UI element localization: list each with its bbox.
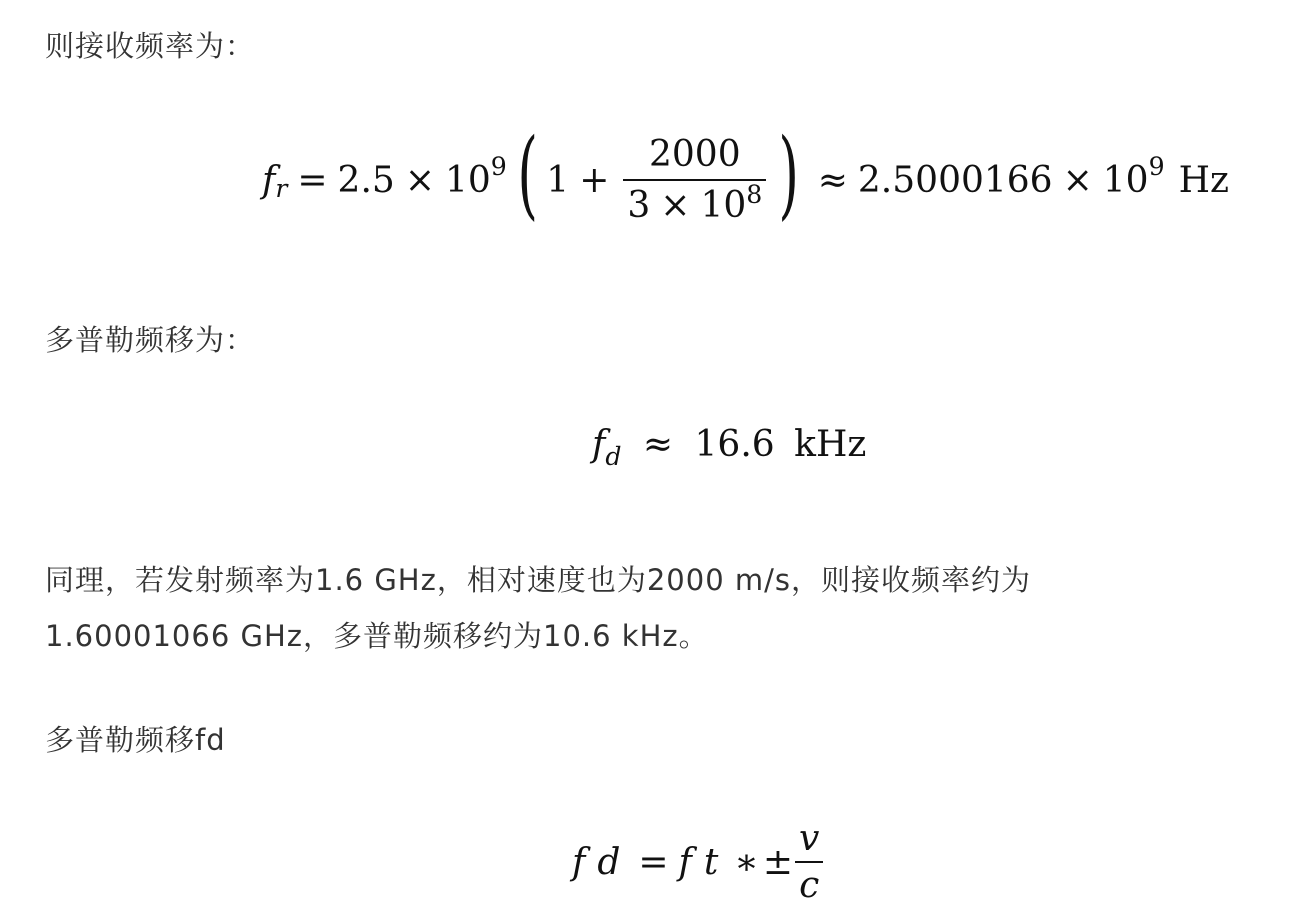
paragraph-doppler-shift-intro: 多普勒频移为： [45,323,256,357]
eq1-lhs-sub: r [275,174,288,204]
equation-doppler-formula [572,818,827,906]
eq1-ten: 10 [444,159,491,201]
eq1-unit: Hz [1178,159,1229,201]
paragraph-similar-case-line1: 同理，若发射频率为1.6 GHz，相对速度也为2000 m/s，则接收频率约为 [45,563,1031,597]
eq3-d: d [597,841,621,883]
paragraph-similar-case-line2: 1.60001066 GHz，多普勒频移约为10.6 kHz。 [45,619,709,653]
eq1-base: 2.5 [337,159,395,201]
eq2-value: 16.6 [694,424,775,465]
eq1-right-paren: ) [778,118,800,230]
eq1-left-paren: ( [517,118,538,230]
eq3-equals: = [638,841,669,883]
eq1-exp9: 9 [490,151,507,181]
eq3-pm: ± [762,841,793,883]
eq1-den-times: × [660,185,691,226]
eq3-f1: f [572,841,586,883]
eq3-star: ∗ [734,841,759,883]
eq2-approx: ≈ [642,424,674,465]
eq1-numerator: 2000 [649,134,741,175]
eq1-times: × [404,159,435,201]
eq1-result-times: × [1062,159,1093,201]
eq2-unit: kHz [794,424,867,465]
eq1-exp8: 8 [746,180,763,210]
eq1-result: 2.5000166 [857,159,1053,201]
equation-doppler-shift-value [592,424,867,471]
eq3-f2: f [678,841,692,883]
paragraph-doppler-fd-heading: 多普勒频移fd [45,723,226,757]
eq1-den-base: 3 [627,185,651,226]
eq3-fraction [795,818,823,906]
eq1-result-ten: 10 [1102,159,1149,201]
equation-received-frequency [262,120,1229,240]
eq3-t: t [703,841,719,883]
eq1-one: 1 [546,159,570,201]
eq1-equals: = [297,159,328,201]
eq3-numerator: v [798,818,820,859]
eq1-denominator [623,181,766,226]
eq1-den-ten: 10 [700,185,747,226]
paragraph-receive-frequency-intro: 则接收频率为： [45,29,256,63]
eq1-plus: + [579,159,610,201]
eq1-result-exp9: 9 [1148,151,1165,181]
eq3-denominator: c [799,865,820,906]
eq1-lhs-var: f [262,159,276,201]
eq1-approx: ≈ [817,159,848,201]
eq2-var: f [592,424,606,465]
eq2-sub: d [605,441,622,471]
eq1-fraction [623,134,766,226]
